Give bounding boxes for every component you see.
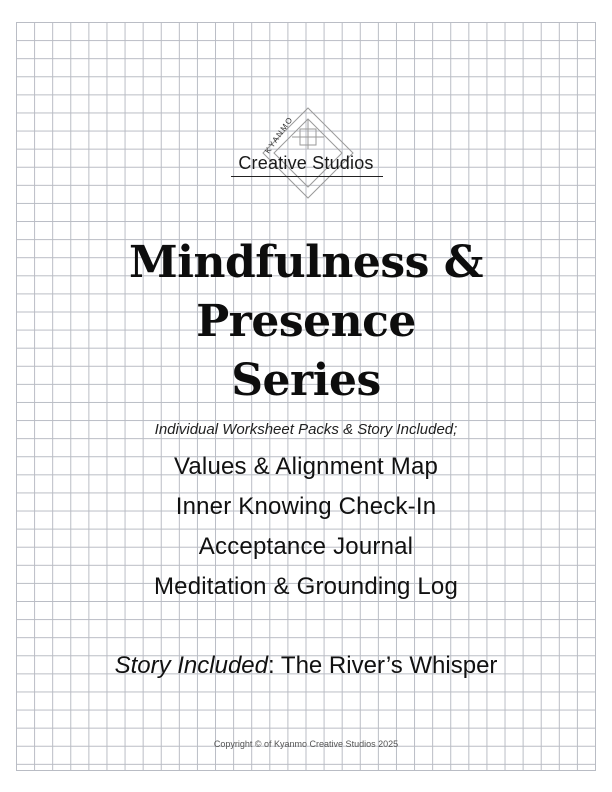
story-separator: : [268,652,281,679]
story-line [0,652,612,680]
story-label: Story Included [114,652,268,679]
page-title-line-2: Presence [196,296,416,347]
list-item: Acceptance Journal [198,533,414,560]
copyright-text: Copyright © of Kyanmo Creative Studios 2025 [213,739,399,749]
story-title: The River’s Whisper [280,652,498,679]
list-item: Values & Alignment Map [173,453,439,480]
brand-name: Creative Studios [238,153,374,173]
subtitle: Individual Worksheet Packs & Story Included; [154,421,458,438]
page-title-line-3: Series [231,355,381,406]
brand-small-text: KYANMO [263,114,296,156]
page-title-line-1: Mindfulness & [129,237,483,288]
list-item: Meditation & Grounding Log [153,573,459,600]
list-item: Inner Knowing Check-In [175,493,437,520]
brand-underline [231,176,383,177]
